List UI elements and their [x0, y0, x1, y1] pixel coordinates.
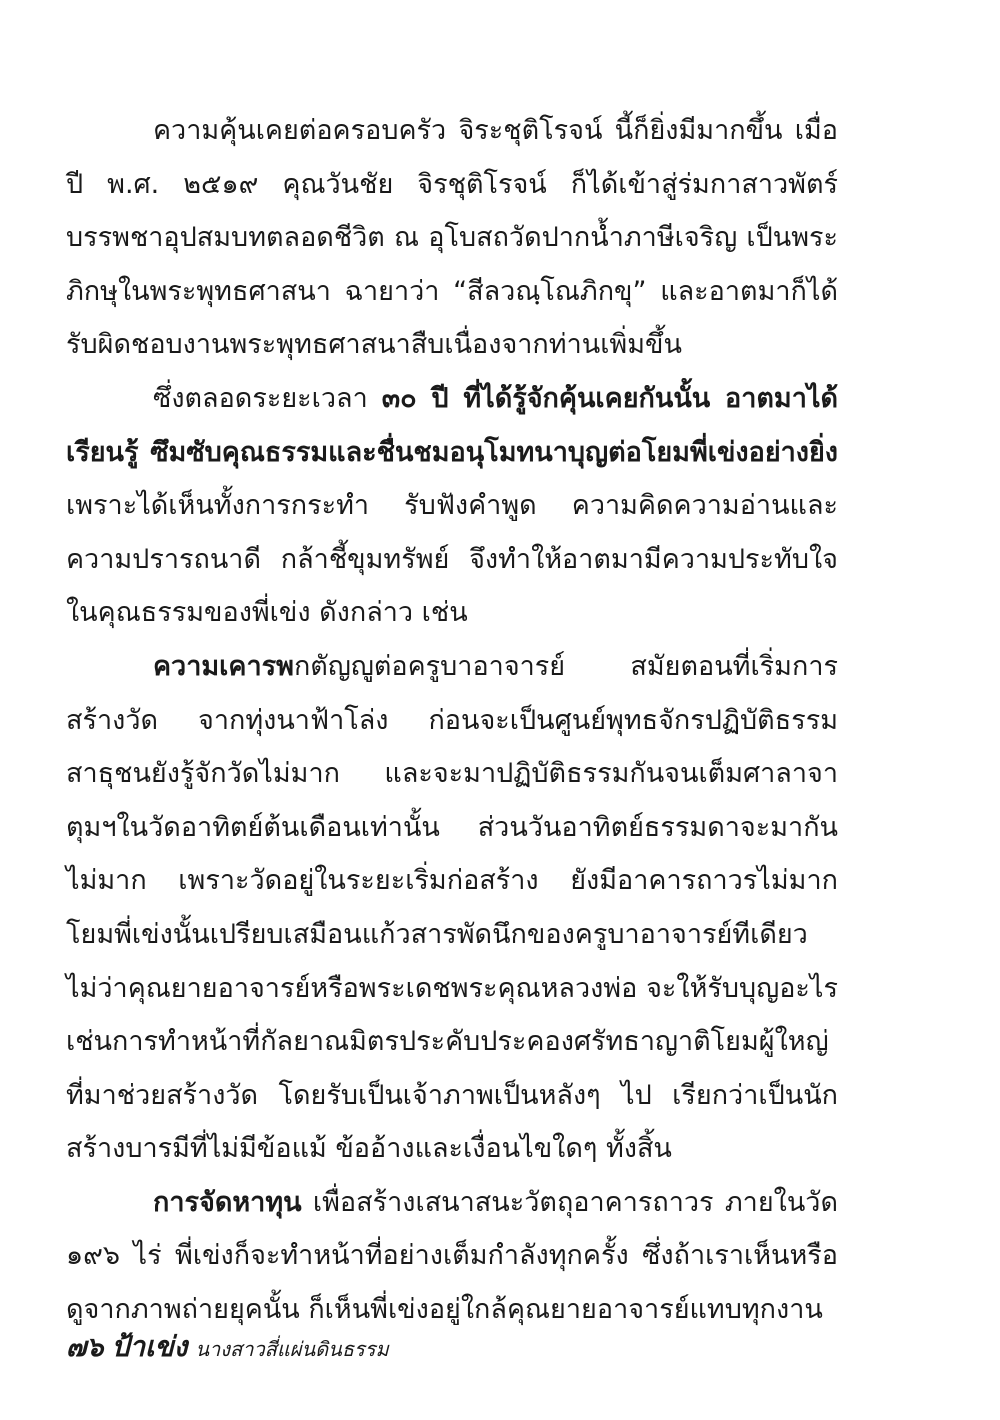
text-run: ความคุ้นเคยต่อครอบครัว จิระชุติโรจน์ นี้ก็ยิ่งมีมากขึ้น เมื่อปี พ.ศ. ๒๕๑๙ คุณวันชัย จิรชุติโรจน์ ก็ได้เข้าสู่ร่มกาสาวพัตร์บรรพชาอุปสมบทตลอดชีวิต ณ อุโบสถวัดปากน้ำภาษีเจริญ เป็นพระภิกษุในพระพุทธศาสนา ฉายาว่า “สีลวณฺโณภิกขุ” และอาตมาก็ได้รับผิดชอบงานพระพุทธศาสนาสืบเนื่องจากท่านเพิ่มขึ้น: [66, 115, 838, 361]
bold-text-run: การจัดหาทุน: [153, 1186, 302, 1218]
paragraph-1: [66, 104, 838, 372]
page-number: ๗๖: [66, 1332, 104, 1363]
bold-text-run: ๓๐ ปี ที่ได้รู้จักคุ้นเคยกันนั้น อาตมาได้เรียนรู้ ซึมซับคุณธรรมและชื่นชมอนุโมทนาบุญต่อโยมพี่เข่งอย่างยิ่ง: [66, 382, 839, 468]
paragraph-3: [66, 640, 838, 1176]
paragraph-2: [66, 372, 838, 640]
running-subtitle: นางสาวสี่แผ่นดินธรรม: [195, 1337, 389, 1361]
paragraph-4: [66, 1176, 838, 1337]
bold-text-run: ความเคารพ: [153, 650, 294, 682]
running-title: ป้าเข่ง: [111, 1330, 188, 1363]
text-run: ซึ่งตลอดระยะเวลา: [153, 382, 382, 414]
body-text: [66, 104, 838, 1337]
page-footer: [66, 1325, 838, 1365]
text-run: เพื่อสร้างเสนาสนะวัตถุอาคารถาวร ภายในวัด ๑๙๖ ไร่ พี่เข่งก็จะทำหน้าที่อย่างเต็มกำลังทุกครั้ง ซึ่งถ้าเราเห็นหรือดูจากภาพถ่ายยุคนั้น ก็เห็นพี่เข่งอยู่ใกล้คุณยายอาจารย์แทบทุกงาน: [66, 1186, 838, 1326]
text-run: กตัญญูต่อครูบาอาจารย์ สมัยตอนที่เริ่มการสร้างวัด จากทุ่งนาฟ้าโล่ง ก่อนจะเป็นศูนย์พุทธจักรปฏิบัติธรรม สาธุชนยังรู้จักวัดไม่มาก และจะมาปฏิบัติธรรมกันจนเต็มศาลาจาตุมฯในวัดอาทิตย์ต้นเดือนเท่านั้น ส่วนวันอาทิตย์ธรรมดาจะมากันไม่มาก เพราะวัดอยู่ในระยะเริ่มก่อสร้าง ยังมีอาคารถาวรไม่มาก โยมพี่เข่งนั้นเปรียบเสมือนแก้วสารพัดนึกของครูบาอาจารย์ทีเดียว ไม่ว่าคุณยายอาจารย์หรือพระเดชพระคุณหลวงพ่อ จะให้รับบุญอะไร เช่นการทำหน้าที่กัลยาณมิตรประคับประคองศรัทธาญาติโยมผู้ใหญ่ที่มาช่วยสร้างวัด โดยรับเป็นเจ้าภาพเป็นหลังๆ ไป เรียกว่าเป็นนักสร้างบารมีที่ไม่มีข้อแม้ ข้ออ้างและเงื่อนไขใดๆ ทั้งสิ้น: [66, 650, 838, 1165]
text-run: เพราะได้เห็นทั้งการกระทำ รับฟังคำพูด ความคิดความอ่านและความปรารถนาดี กล้าชี้ขุมทรัพย์ จึงทำให้อาตมามีความประทับใจในคุณธรรมของพี่เข่ง ดังกล่าว เช่น: [66, 490, 838, 629]
